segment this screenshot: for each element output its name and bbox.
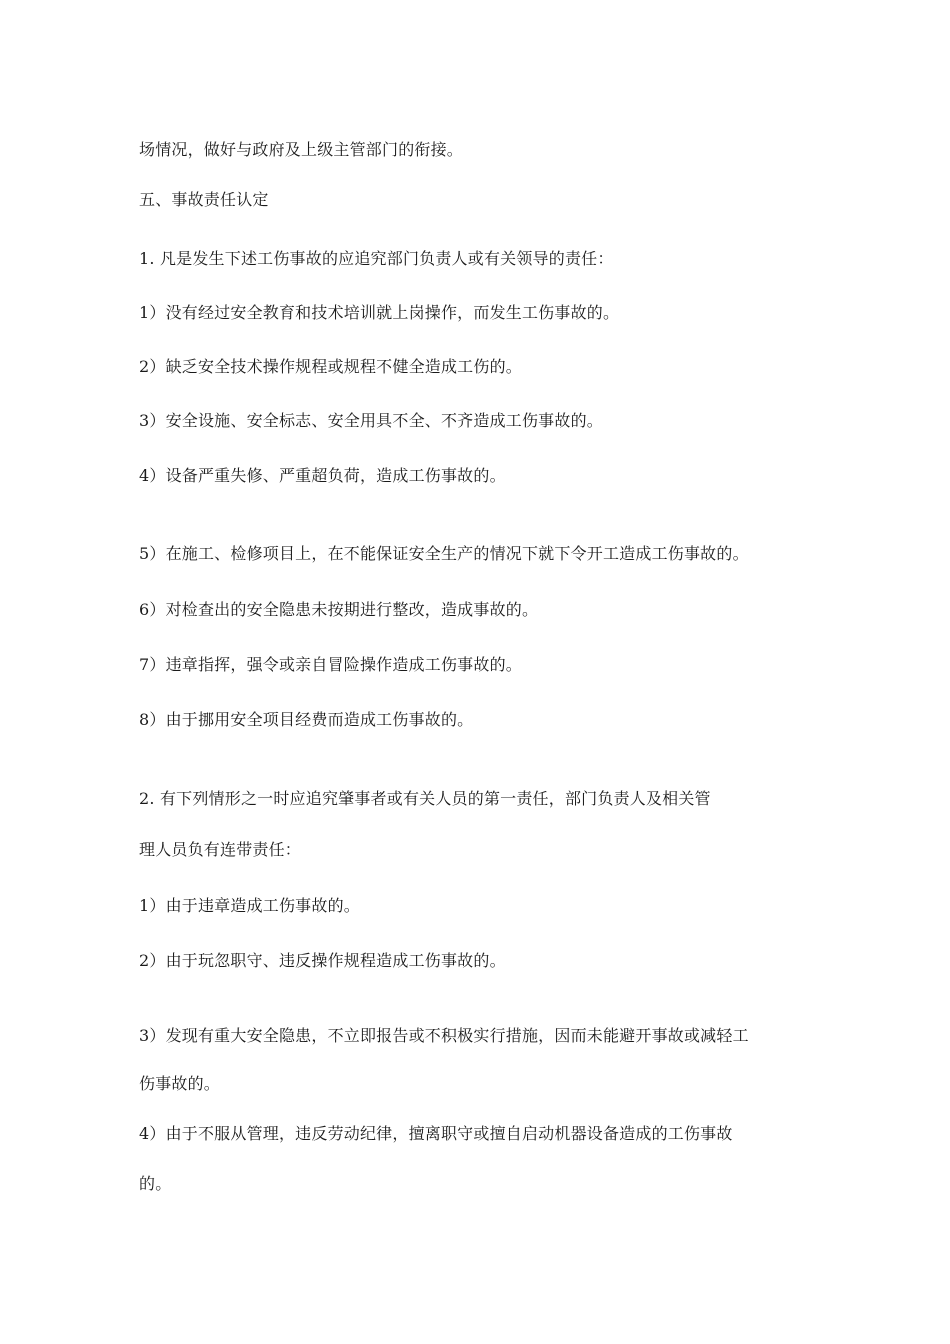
text-line-1: 场情况，做好与政府及上级主管部门的衔接。 — [139, 140, 464, 159]
list-item: 3）安全设施、安全标志、安全用具不全、不齐造成工伤事故的。 — [139, 411, 603, 430]
list-item: 1）由于违章造成工伤事故的。 — [139, 896, 360, 915]
list-item: 4）由于不服从管理，违反劳动纪律，擅离职守或擅自启动机器设备造成的工伤事故 — [139, 1124, 733, 1143]
list-item: 5）在施工、检修项目上，在不能保证安全生产的情况下就下令开工造成工伤事故的。 — [139, 544, 749, 563]
text-line-19: 的。 — [139, 1174, 172, 1193]
list-item: 1）没有经过安全教育和技术培训就上岗操作，而发生工伤事故的。 — [139, 303, 620, 322]
text-line-13: 理人员负有连带责任： — [139, 840, 302, 859]
section-heading: 五、事故责任认定 — [139, 190, 269, 209]
list-item: 6）对检查出的安全隐患未按期进行整改，造成事故的。 — [139, 600, 539, 619]
text-line-12: 2. 有下列情形之一时应追究肇事者或有关人员的第一责任，部门负责人及相关管 — [139, 789, 711, 808]
list-item: 2）由于玩忽职守、违反操作规程造成工伤事故的。 — [139, 951, 506, 970]
text-line-17: 伤事故的。 — [139, 1074, 221, 1093]
list-item: 2）缺乏安全技术操作规程或规程不健全造成工伤的。 — [139, 357, 522, 376]
list-item: 3）发现有重大安全隐患，不立即报告或不积极实行措施，因而未能避开事故或减轻工 — [139, 1026, 749, 1045]
list-item: 8）由于挪用安全项目经费而造成工伤事故的。 — [139, 710, 474, 729]
text-line-3: 1. 凡是发生下述工伤事故的应追究部门负责人或有关领导的责任： — [139, 249, 614, 268]
list-item: 7）违章指挥，强令或亲自冒险操作造成工伤事故的。 — [139, 655, 522, 674]
list-item: 4）设备严重失修、严重超负荷，造成工伤事故的。 — [139, 466, 506, 485]
